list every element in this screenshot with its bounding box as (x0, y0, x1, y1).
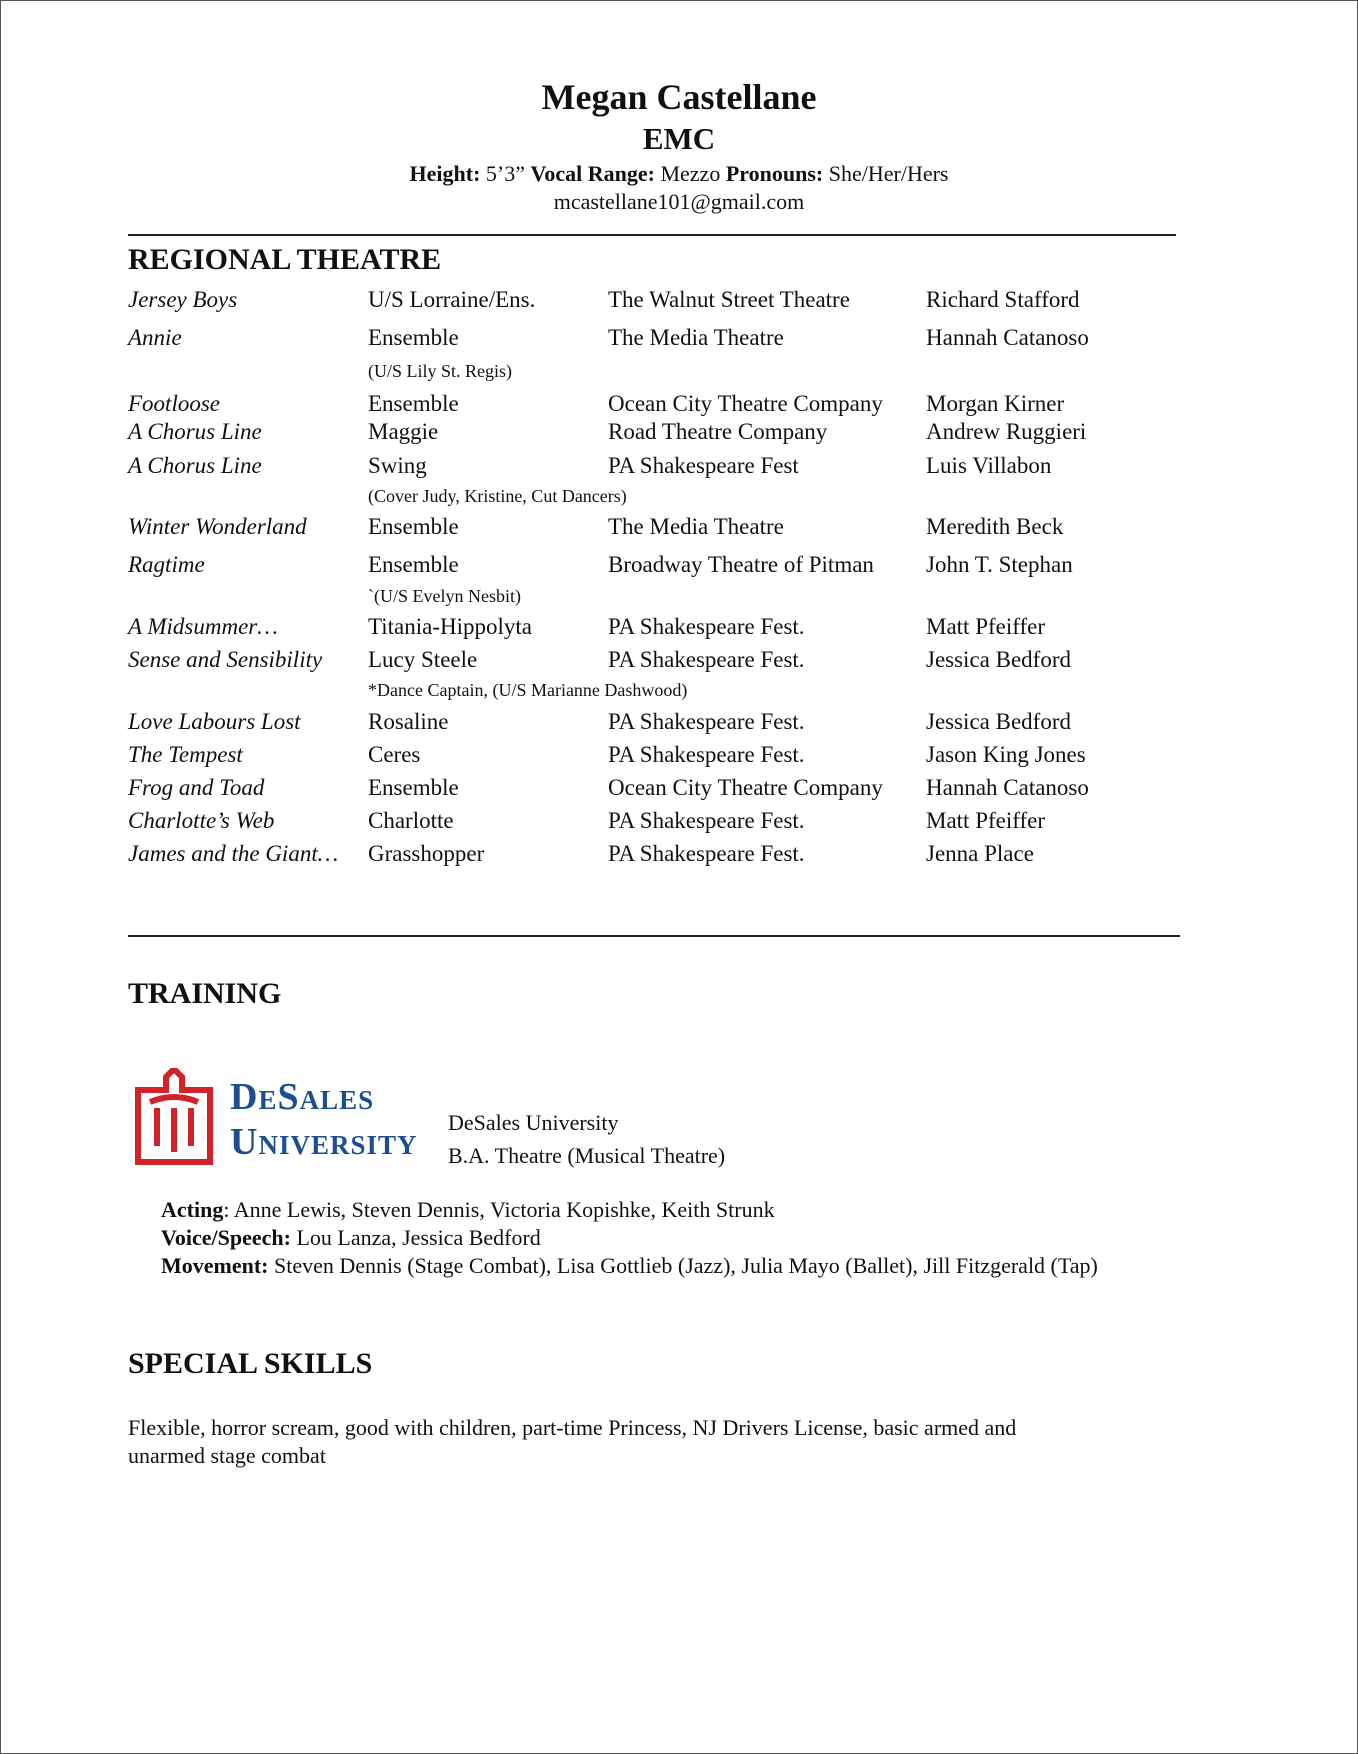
special-skills-heading: SPECIAL SKILLS (128, 1347, 373, 1380)
credit-director: Jessica Bedford (926, 647, 1071, 672)
credit-role: U/S Lorraine/Ens. (368, 287, 536, 312)
credit-show: Annie (128, 325, 182, 350)
credit-director: Jason King Jones (926, 742, 1086, 767)
credit-theatre: PA Shakespeare Fest. (608, 742, 805, 767)
credit-show: A Chorus Line (128, 419, 262, 444)
performer-stats (0, 160, 1358, 188)
acting-label: Acting (161, 1197, 224, 1222)
credit-director: Hannah Catanoso (926, 325, 1089, 350)
acting-value: : Anne Lewis, Steven Dennis, Victoria Kopishke, Keith Strunk (223, 1197, 775, 1222)
credits-divider (128, 935, 1180, 937)
movement-value: Steven Dennis (Stage Combat), Lisa Gottlieb (Jazz), Julia Mayo (Ballet), Jill Fitzgerald (Tap) (268, 1253, 1098, 1278)
training-heading: TRAINING (128, 977, 282, 1010)
credit-director: Morgan Kirner (926, 391, 1065, 416)
credit-note: (U/S Lily St. Regis) (368, 361, 513, 381)
credit-director: Andrew Ruggieri (926, 419, 1087, 444)
credit-theatre: PA Shakespeare Fest. (608, 841, 805, 866)
credit-show: Jersey Boys (128, 287, 238, 312)
credit-theatre: PA Shakespeare Fest. (608, 709, 805, 734)
credit-theatre: Road Theatre Company (608, 419, 828, 444)
credit-director: Richard Stafford (926, 287, 1080, 312)
height-value: 5’3” (480, 161, 531, 186)
credit-role: Swing (368, 453, 427, 478)
credit-role: Ensemble (368, 775, 459, 800)
vocal-range-label: Vocal Range: (530, 161, 655, 186)
voice-label: Voice/Speech: (161, 1225, 291, 1250)
credit-theatre: The Media Theatre (608, 325, 784, 350)
credit-role: Charlotte (368, 808, 454, 833)
school-name: DeSales University (448, 1110, 619, 1135)
credit-show: James and the Giant… (128, 841, 339, 866)
credit-theatre: Ocean City Theatre Company (608, 391, 883, 416)
credit-show: A Midsummer… (128, 614, 278, 639)
credit-show: Footloose (128, 391, 220, 416)
credit-role: Maggie (368, 419, 439, 444)
pronouns-value: She/Her/Hers (823, 161, 949, 186)
credit-director: Meredith Beck (926, 514, 1064, 539)
logo-text-desales: DeSales (230, 1076, 375, 1118)
credit-theatre: Ocean City Theatre Company (608, 775, 883, 800)
credit-note: `(U/S Evelyn Nesbit) (368, 586, 521, 606)
degree: B.A. Theatre (Musical Theatre) (448, 1143, 726, 1168)
special-skills-text: Flexible, horror scream, good with children, part-time Princess, NJ Drivers License, basic armed and unarmed stage combat (128, 1415, 1017, 1468)
credit-show: Frog and Toad (128, 775, 265, 800)
credit-show: Charlotte’s Web (128, 808, 275, 833)
credit-director: Hannah Catanoso (926, 775, 1089, 800)
vocal-range-value: Mezzo (654, 161, 726, 186)
voice-teachers (161, 1224, 541, 1252)
credit-theatre: The Media Theatre (608, 514, 784, 539)
credit-note: (Cover Judy, Kristine, Cut Dancers) (368, 486, 627, 506)
credit-note: *Dance Captain, (U/S Marianne Dashwood) (368, 680, 688, 700)
credit-theatre: PA Shakespeare Fest. (608, 647, 805, 672)
resume-header (0, 74, 1358, 216)
credit-theatre: Broadway Theatre of Pitman (608, 552, 874, 577)
union-status: EMC (642, 121, 716, 156)
credit-show: A Chorus Line (128, 453, 262, 478)
credit-role: Titania-Hippolyta (368, 614, 532, 639)
credit-role: Ensemble (368, 325, 459, 350)
performer-name: Megan Castellane (541, 77, 817, 117)
movement-label: Movement: (161, 1253, 269, 1278)
credit-theatre: PA Shakespeare Fest. (608, 808, 805, 833)
desales-university-logo (134, 1068, 424, 1168)
credit-show: Love Labours Lost (128, 709, 301, 734)
credit-theatre: PA Shakespeare Fest (608, 453, 799, 478)
logo-text-university: University (230, 1121, 418, 1163)
credit-role: Ceres (368, 742, 421, 767)
credit-role: Ensemble (368, 514, 459, 539)
height-label: Height: (409, 161, 481, 186)
credit-role: Lucy Steele (368, 647, 478, 672)
credit-role: Rosaline (368, 709, 449, 734)
voice-value: Lou Lanza, Jessica Bedford (290, 1225, 541, 1250)
credit-role: Ensemble (368, 391, 459, 416)
regional-theatre-heading: REGIONAL THEATRE (128, 243, 442, 276)
credit-show: Sense and Sensibility (128, 647, 323, 672)
credit-show: The Tempest (128, 742, 243, 767)
credit-theatre: The Walnut Street Theatre (608, 287, 850, 312)
movement-teachers (161, 1252, 1098, 1280)
credit-director: John T. Stephan (926, 552, 1073, 577)
credit-director: Matt Pfeiffer (926, 808, 1046, 833)
acting-teachers (161, 1196, 775, 1224)
email-address: mcastellane101@gmail.com (553, 189, 805, 214)
credit-director: Matt Pfeiffer (926, 614, 1046, 639)
credit-theatre: PA Shakespeare Fest. (608, 614, 805, 639)
header-divider (128, 234, 1176, 236)
credit-show: Winter Wonderland (128, 514, 307, 539)
credit-director: Jenna Place (926, 841, 1034, 866)
credit-role: Grasshopper (368, 841, 485, 866)
credit-director: Luis Villabon (926, 453, 1052, 478)
credit-director: Jessica Bedford (926, 709, 1071, 734)
pronouns-label: Pronouns: (725, 161, 824, 186)
credit-role: Ensemble (368, 552, 459, 577)
credit-show: Ragtime (128, 552, 205, 577)
